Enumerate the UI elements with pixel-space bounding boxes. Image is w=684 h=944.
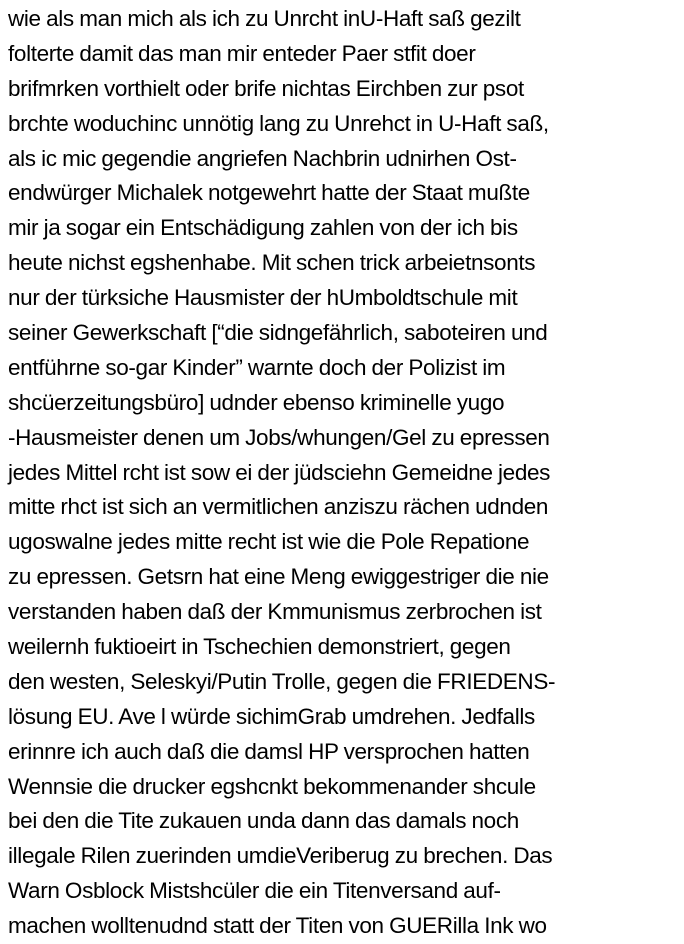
text-line: brifmrken vorthielt oder brife nichtas Eirchben zur psot xyxy=(8,75,524,101)
text-line: mitte rhct ist sich an vermitlichen anziszu rächen udnden xyxy=(8,494,549,520)
text-line: weilernh fuktioeirt in Tschechien demonstriert, gegen xyxy=(8,634,511,660)
text-line: ugoswalne jedes mitte recht ist wie die Pole Repatione xyxy=(8,529,530,555)
text-line: machen wolltenudnd statt der Titen von GUERilla Ink wo xyxy=(8,913,547,939)
text-line: lösung EU. Ave l würde sichimGrab umdrehen. Jedfalls xyxy=(8,703,535,729)
text-line: folterte damit das man mir enteder Paer stfit doer xyxy=(8,40,476,66)
text-line: endwürger Michalek notgewehrt hatte der Staat mußte xyxy=(8,180,530,206)
text-line: bei den die Tite zukauen unda dann das damals noch xyxy=(8,808,519,834)
text-line: als ic mic gegendie angriefen Nachbrin udnirhen Ost- xyxy=(8,145,517,171)
text-line: nur der türksiche Hausmister der hUmboldtschule mit xyxy=(8,285,518,311)
text-body xyxy=(8,2,680,944)
text-line: jedes Mittel rcht ist sow ei der jüdsciehn Gemeidne jedes xyxy=(8,459,551,485)
text-line: mir ja sogar ein Entschädigung zahlen von der ich bis xyxy=(8,215,518,241)
text-line: heute nichst egshenhabe. Mit schen trick arbeietnsonts xyxy=(8,250,536,276)
text-line: wie als man mich als ich zu Unrcht inU-Haft saß gezilt xyxy=(8,6,521,31)
text-line: Warn Osblock Mistshcüler die ein Titenversand auf- xyxy=(8,878,501,904)
text-line: zu epressen. Getsrn hat eine Meng ewiggestriger die nie xyxy=(8,564,549,590)
text-line: verstanden haben daß der Kmmunismus zerbrochen ist xyxy=(8,599,542,625)
text-line: shcüerzeitungsbüro] udnder ebenso kriminelle yugo xyxy=(8,389,505,415)
text-line: erinnre ich auch daß die damsl HP versprochen hatten xyxy=(8,738,530,764)
text-line: den westen, Seleskyi/Putin Trolle, gegen die FRIEDENS- xyxy=(8,668,556,694)
text-line: illegale Rilen zuerinden umdieVeriberug zu brechen. Das xyxy=(8,843,553,869)
text-line: seiner Gewerkschaft [“die sidngefährlich, saboteiren und xyxy=(8,320,548,346)
text-line: entführne so-gar Kinder” warnte doch der Polizist im xyxy=(8,354,506,380)
text-line: brchte woduchinc unnötig lang zu Unrehct in U-Haft saß, xyxy=(8,110,549,136)
text-line: Wennsie die drucker egshcnkt bekommenander shcule xyxy=(8,773,536,799)
text-line: -Hausmeister denen um Jobs/whungen/Gel zu epressen xyxy=(8,424,550,450)
